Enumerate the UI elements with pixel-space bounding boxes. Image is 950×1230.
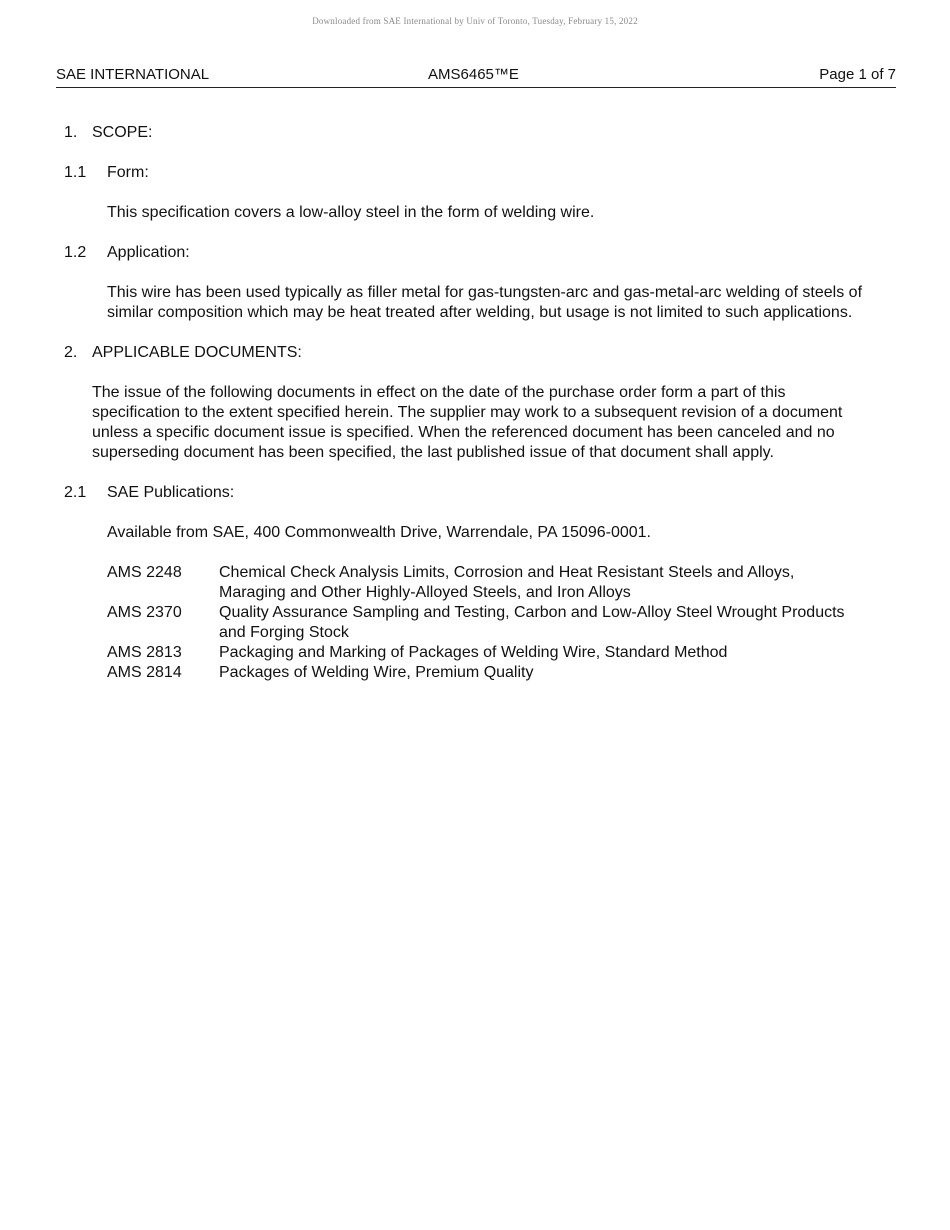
- section-2-text: The issue of the following documents in effect on the date of the purchase order form a part of this specification to the extent specified herein. The supplier may work to a subsequent revision of a document unless a specific document issue is specified. When the referenced document has been canceled and no superseding document has been specified, the last published issue of that document shall apply.: [92, 384, 843, 461]
- section-number: 1.2: [64, 244, 87, 261]
- section-title: SAE Publications:: [107, 484, 235, 501]
- list-item: [107, 563, 864, 603]
- section-1-1-text: This specification covers a low-alloy steel in the form of welding wire.: [107, 204, 595, 221]
- section-title: APPLICABLE DOCUMENTS:: [92, 344, 302, 361]
- section-title: SCOPE:: [92, 124, 153, 141]
- section-2-1-text: Available from SAE, 400 Commonwealth Drive, Warrendale, PA 15096-0001.: [107, 524, 651, 541]
- document-title: Chemical Check Analysis Limits, Corrosion and Heat Resistant Steels and Alloys, Maraging and Other Highly-Alloyed Steels, and Iron Alloys: [219, 564, 795, 601]
- document-title: Quality Assurance Sampling and Testing, Carbon and Low-Alloy Steel Wrought Products and Forging Stock: [219, 604, 845, 641]
- document-id: AMS 2814: [107, 664, 182, 681]
- publisher-name: SAE INTERNATIONAL: [56, 66, 210, 83]
- section-number: 2.: [64, 344, 78, 361]
- page-number: Page 1 of 7: [819, 66, 896, 83]
- section-number: 2.1: [64, 484, 87, 501]
- section-1-1-heading: [64, 163, 864, 183]
- section-number: 1.1: [64, 164, 87, 181]
- referenced-documents-list: [64, 563, 864, 683]
- document-body: [64, 123, 864, 683]
- section-2-1-heading: [64, 483, 864, 503]
- list-item: [107, 663, 864, 683]
- document-id: AMS 2248: [107, 564, 182, 581]
- section-1-2-heading: [64, 243, 864, 263]
- document-title: Packaging and Marking of Packages of Welding Wire, Standard Method: [219, 644, 728, 661]
- section-title: Application:: [107, 244, 190, 261]
- section-2-heading: [64, 343, 864, 363]
- document-id: AMS 2813: [107, 644, 182, 661]
- list-item: [107, 603, 864, 643]
- section-1-2-text: This wire has been used typically as filler metal for gas-tungsten-arc and gas-metal-arc welding of steels of similar composition which may be heat treated after welding, but usage is not limited to such applications.: [107, 284, 863, 321]
- section-1-heading: [64, 123, 864, 143]
- document-id: AMS 2370: [107, 604, 182, 621]
- page-header: [56, 66, 896, 88]
- document-title: Packages of Welding Wire, Premium Quality: [219, 664, 534, 681]
- section-number: 1.: [64, 124, 78, 141]
- list-item: [107, 643, 864, 663]
- section-title: Form:: [107, 164, 149, 181]
- document-number: AMS6465™E: [428, 66, 519, 83]
- download-watermark: Downloaded from SAE International by Univ of Toronto, Tuesday, February 15, 2022: [312, 16, 638, 26]
